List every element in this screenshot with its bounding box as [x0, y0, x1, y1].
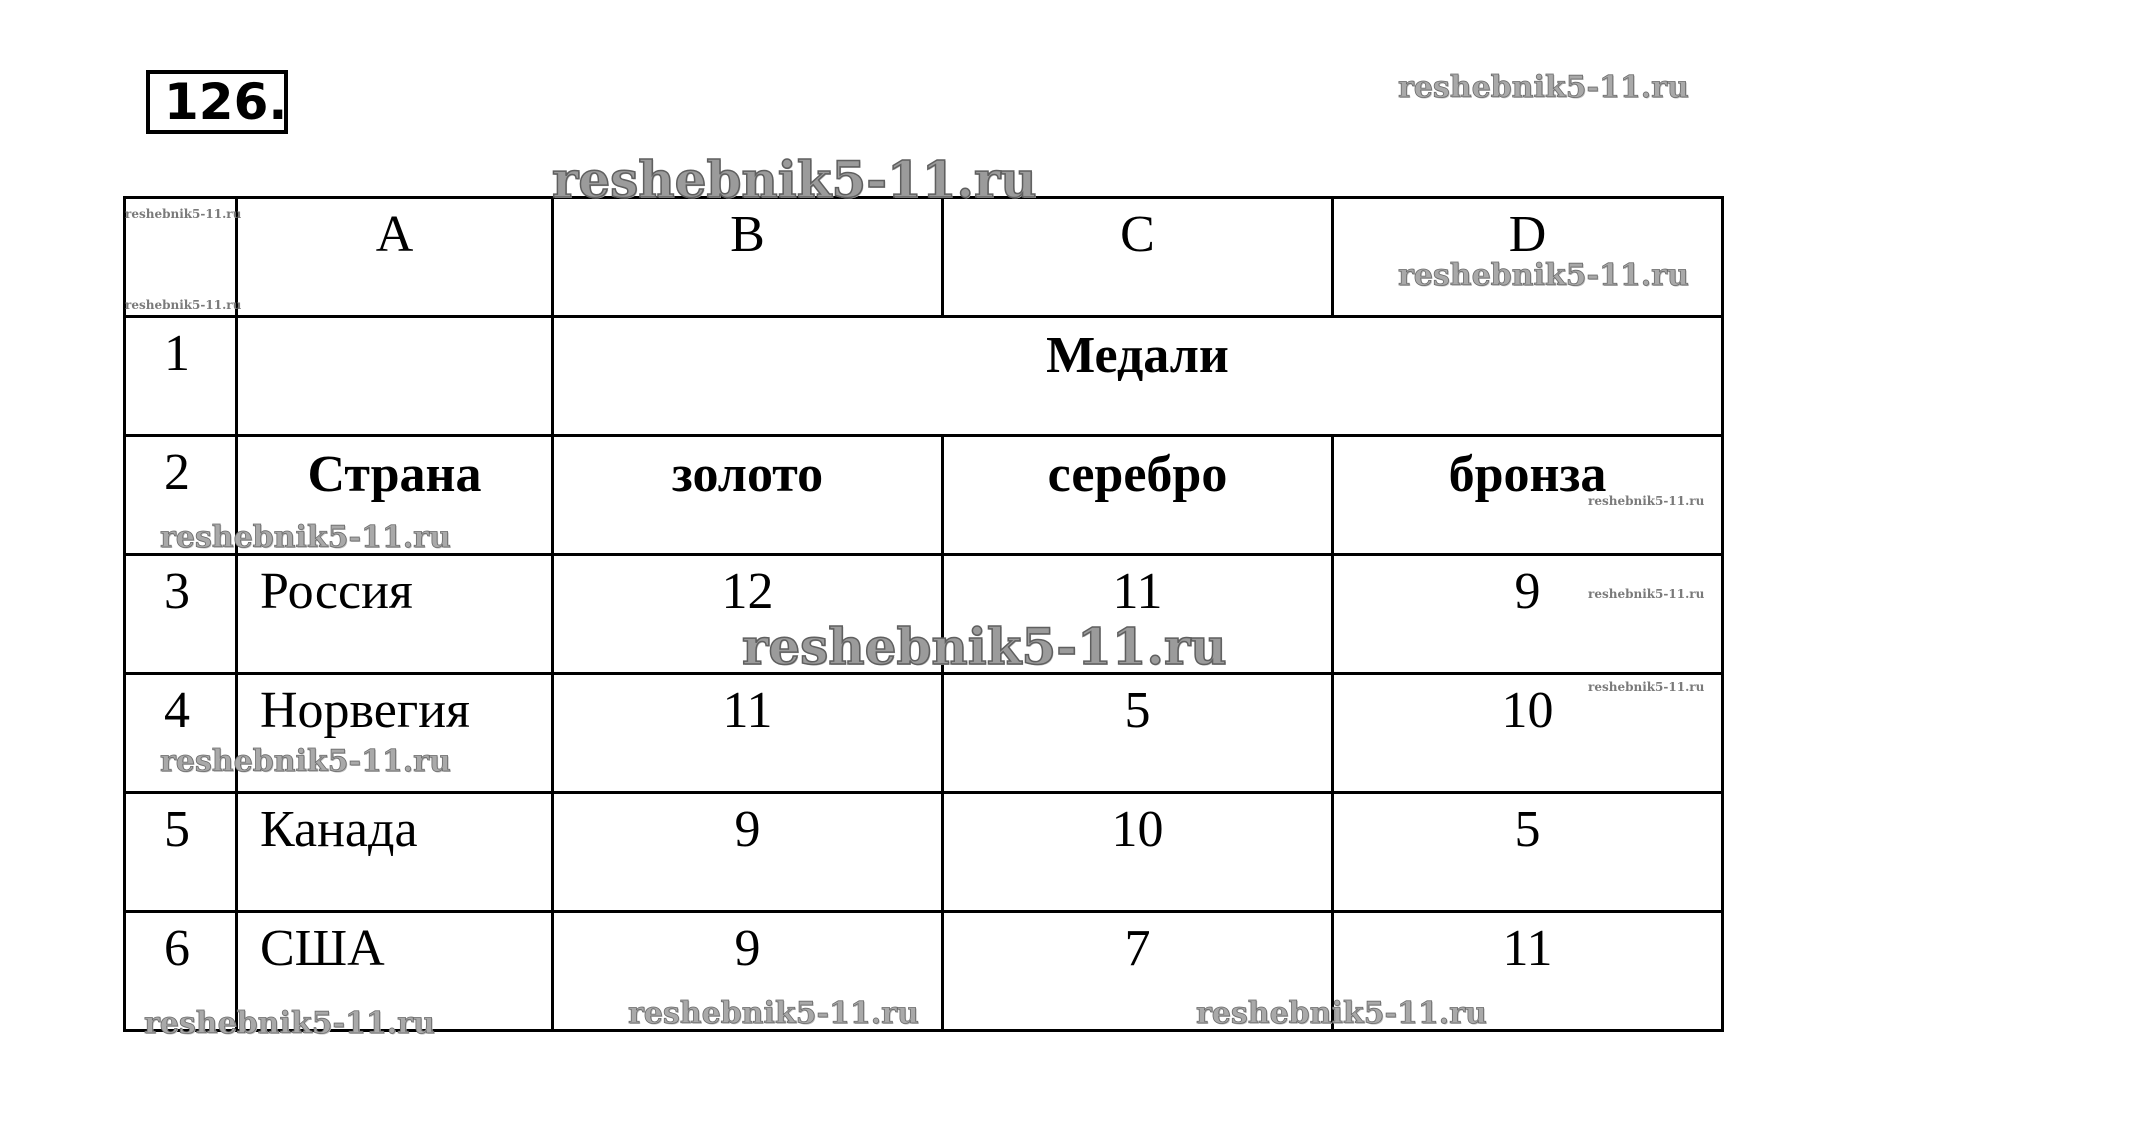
spreadsheet-table: [123, 196, 1724, 1032]
watermark: reshebnik5-11.ru: [628, 996, 919, 1031]
table-row: [125, 674, 1723, 793]
watermark: reshebnik5-11.ru: [1588, 587, 1705, 601]
watermark: reshebnik5-11.ru: [160, 520, 451, 555]
table-row: [125, 317, 1723, 436]
row-number: 5: [125, 793, 237, 912]
table-row: [125, 555, 1723, 674]
watermark: reshebnik5-11.ru: [125, 298, 242, 312]
column-header-d: D: [1333, 198, 1723, 317]
row-number: 4: [125, 674, 237, 793]
watermark: reshebnik5-11.ru: [1398, 258, 1689, 293]
bronze-cell: 11: [1333, 912, 1723, 1031]
gold-cell: 9: [553, 793, 943, 912]
problem-number: 126.: [146, 70, 288, 134]
bronze-cell: 5: [1333, 793, 1723, 912]
silver-cell: 10: [943, 793, 1333, 912]
watermark: reshebnik5-11.ru: [1196, 996, 1487, 1031]
silver-header: серебро: [943, 436, 1333, 555]
column-header-c: C: [943, 198, 1333, 317]
country-cell: Россия: [237, 555, 553, 674]
watermark: reshebnik5-11.ru: [125, 207, 242, 221]
bronze-cell: 9: [1333, 555, 1723, 674]
watermark: reshebnik5-11.ru: [144, 1006, 435, 1041]
watermark: reshebnik5-11.ru: [160, 744, 451, 779]
gold-cell: 9: [553, 912, 943, 1031]
gold-header: золото: [553, 436, 943, 555]
bronze-cell: 10: [1333, 674, 1723, 793]
country-header: Страна: [237, 436, 553, 555]
silver-cell: 7: [943, 912, 1333, 1031]
table-row: [125, 793, 1723, 912]
row-number: 6: [125, 912, 237, 1031]
country-cell: Канада: [237, 793, 553, 912]
watermark: reshebnik5-11.ru: [552, 150, 1037, 209]
column-header-row: [125, 198, 1723, 317]
bronze-header: бронза: [1333, 436, 1723, 555]
country-cell: США: [237, 912, 553, 1031]
row-number: 2: [125, 436, 237, 555]
watermark: reshebnik5-11.ru: [1588, 680, 1705, 694]
silver-cell: 5: [943, 674, 1333, 793]
row-number: 3: [125, 555, 237, 674]
column-header-b: B: [553, 198, 943, 317]
watermark: reshebnik5-11.ru: [1398, 70, 1689, 105]
table-row: [125, 436, 1723, 555]
gold-cell: 11: [553, 674, 943, 793]
country-cell: Норвегия: [237, 674, 553, 793]
silver-cell: 11: [943, 555, 1333, 674]
table-row: [125, 912, 1723, 1031]
watermark: reshebnik5-11.ru: [1588, 494, 1705, 508]
watermark: reshebnik5-11.ru: [742, 617, 1227, 676]
empty-cell: [237, 317, 553, 436]
row-number: 1: [125, 317, 237, 436]
gold-cell: 12: [553, 555, 943, 674]
corner-cell: [125, 198, 237, 317]
medals-title-cell: Медали: [553, 317, 1723, 436]
column-header-a: A: [237, 198, 553, 317]
